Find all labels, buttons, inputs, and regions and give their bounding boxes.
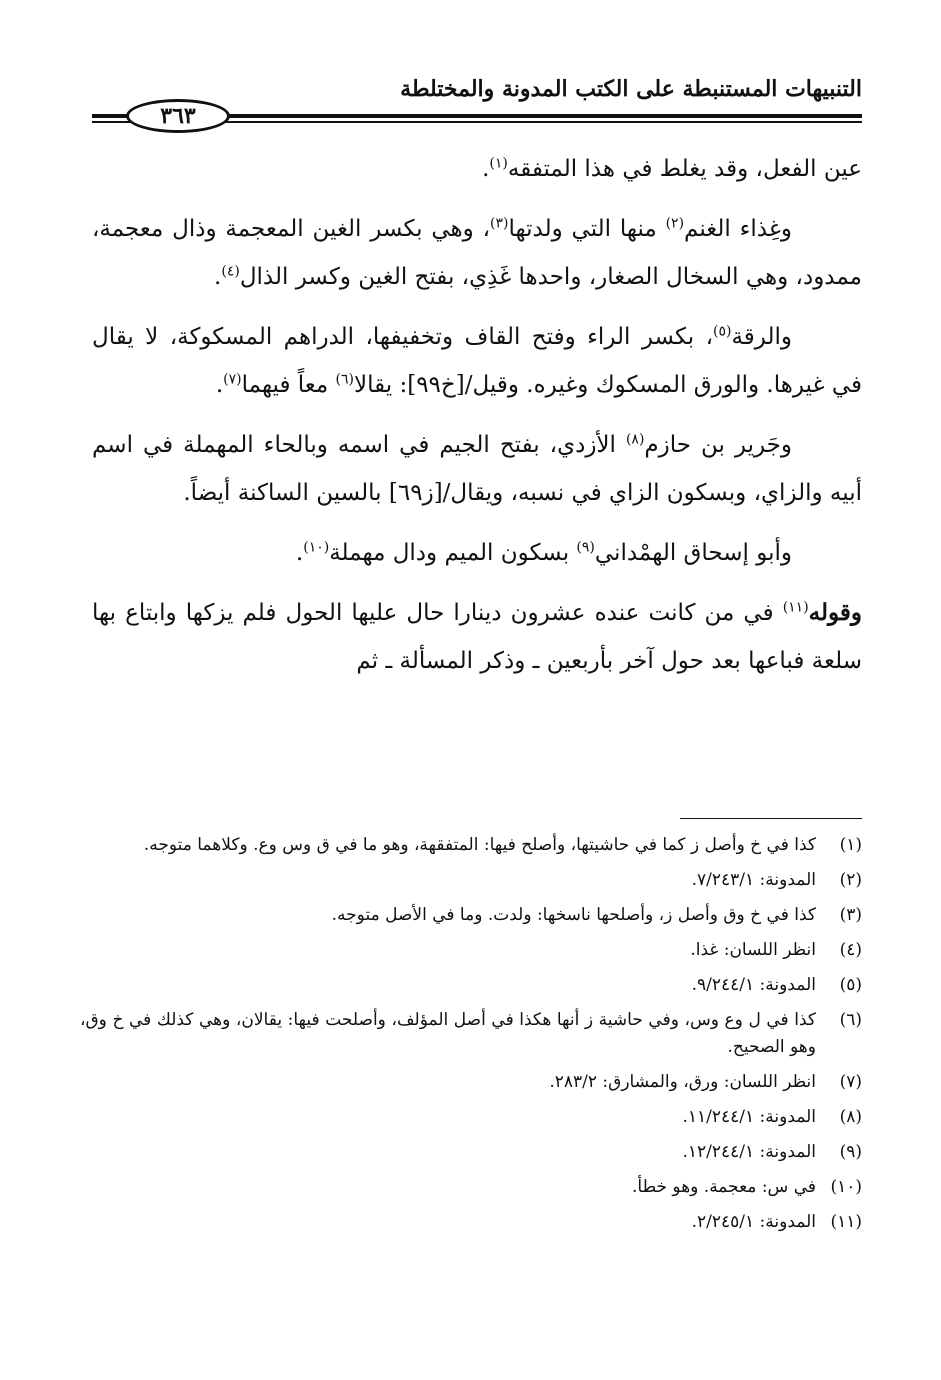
footnote-text: كذا في خ وق وأصل ز، وأصلحها ناسخها: ولدت. وما في الأصل متوجه. xyxy=(331,905,816,925)
paragraph xyxy=(92,529,862,577)
page-number: ٣٦٣ xyxy=(126,99,230,133)
text-run: وغِذاء الغنم xyxy=(684,216,793,242)
text-run: منها التي ولدتها xyxy=(508,216,666,242)
footnote-text: المدونة: ٧/٢٤٣/١. xyxy=(691,870,816,890)
text-run: بسكون الميم ودال مهملة xyxy=(329,540,577,566)
text-run: وأبو إسحاق الهمْداني xyxy=(594,540,792,566)
footnote-number: (٥) xyxy=(839,975,862,995)
footnote xyxy=(80,1007,862,1061)
footnote-number: (٢) xyxy=(839,870,862,890)
footnote-number: (١٠) xyxy=(830,1177,862,1197)
text-run: . xyxy=(214,264,222,290)
footnote-number: (٤) xyxy=(839,940,862,960)
text-run: وجَرير بن حازم xyxy=(644,432,792,458)
footnote-text: انظر اللسان: غذا. xyxy=(690,940,816,960)
footnote xyxy=(80,1209,862,1236)
footnote-number: (٨) xyxy=(839,1107,862,1127)
running-title: التنبيهات المستنبطة على الكتب المدونة والمختلطة xyxy=(400,76,862,102)
footnote-text: المدونة: ١٢/٢٤٤/١. xyxy=(682,1142,816,1162)
text-run: والرقة xyxy=(731,324,792,350)
text-run: ، بكسر الراء وفتح القاف وتخفيفها، الدراهم المسكوكة، لا يقال في غيرها. والورق المسكوك وغيره. وقيل/[خ٩٩]: يقالا xyxy=(92,324,862,398)
footnote-marker: (٩) xyxy=(576,539,595,556)
footnotes xyxy=(80,832,862,1244)
paragraph xyxy=(92,313,862,409)
text-run: . xyxy=(215,372,224,398)
bold-lemma: وقوله xyxy=(808,599,862,626)
footnote-marker: (٢) xyxy=(665,215,685,232)
footnote-marker: (١١) xyxy=(782,599,809,616)
page-header xyxy=(92,70,862,130)
footnote-text: في س: معجمة. وهو خطأ. xyxy=(631,1177,816,1197)
footnote xyxy=(80,1104,862,1131)
text-run: عين الفعل، وقد يغلط في هذا المتفقه xyxy=(507,156,862,182)
footnote xyxy=(80,1139,862,1166)
footnote-text: المدونة: ١١/٢٤٤/١. xyxy=(682,1107,816,1127)
footnote-text: المدونة: ٢/٢٤٥/١. xyxy=(691,1212,816,1232)
text-run: . xyxy=(295,540,304,566)
footnote-marker: (٨) xyxy=(625,431,645,448)
text-run: . xyxy=(482,156,490,182)
text-run: معاً فيهما xyxy=(241,372,336,398)
footnote-marker: (١٠) xyxy=(303,539,330,556)
paragraph xyxy=(92,421,862,517)
footnote xyxy=(80,972,862,999)
footnote-marker: (٣) xyxy=(490,215,509,232)
footnote xyxy=(80,1174,862,1201)
footnote-marker: (٦) xyxy=(335,371,354,388)
paragraph xyxy=(92,589,862,685)
main-text xyxy=(92,145,862,697)
footnote-marker: (١) xyxy=(489,155,508,172)
footnote-marker: (٧) xyxy=(223,371,242,388)
footnote-separator xyxy=(680,818,862,819)
footnote-number: (٣) xyxy=(839,905,862,925)
footnote-number: (٩) xyxy=(839,1142,862,1162)
footnote-number: (١) xyxy=(839,835,862,855)
footnote-marker: (٤) xyxy=(221,263,240,280)
footnote xyxy=(80,867,862,894)
footnote-number: (١١) xyxy=(830,1212,862,1232)
footnote-number: (٧) xyxy=(839,1072,862,1092)
footnote xyxy=(80,1069,862,1096)
text-run: ، وهي بكسر الغين المعجمة وذال معجمة، ممدود، وهي السخال الصغار، واحدها غَذِي، بفتح الغين وكسر الذال xyxy=(92,216,862,290)
footnote xyxy=(80,902,862,929)
footnote xyxy=(80,937,862,964)
paragraph xyxy=(92,145,862,193)
footnote-text: كذا في ل وع وس، وفي حاشية ز أنها هكذا في أصل المؤلف، وأصلحت فيها: يقالان، وهي كذلك في خ وق، وهو الصحيح. xyxy=(80,1010,816,1057)
text-run: في من كانت عنده عشرون دينارا حال عليها الحول فلم يزكها وابتاع بها سلعة فباعها بعد حول آخر بأربعين ـ وذكر المسألة ـ ثم xyxy=(92,600,862,674)
footnote xyxy=(80,832,862,859)
text-run: الأزدي، بفتح الجيم في اسمه وبالحاء المهملة في اسم أبيه والزاي، وبسكون الزاي في نسبه، ويقال/[ز٦٩] بالسين الساكنة أيضاً. xyxy=(92,432,862,506)
footnote-text: المدونة: ٩/٢٤٤/١. xyxy=(691,975,816,995)
paragraph xyxy=(92,205,862,301)
footnote-number: (٦) xyxy=(839,1010,862,1030)
footnote-text: انظر اللسان: ورق، والمشارق: ٢٨٣/٢. xyxy=(549,1072,816,1092)
footnote-marker: (٥) xyxy=(713,323,732,340)
footnote-text: كذا في خ وأصل ز كما في حاشيتها، وأصلح فيها: المتفقهة، وهو ما في ق وس وع. وكلاهما متوجه. xyxy=(143,835,816,855)
